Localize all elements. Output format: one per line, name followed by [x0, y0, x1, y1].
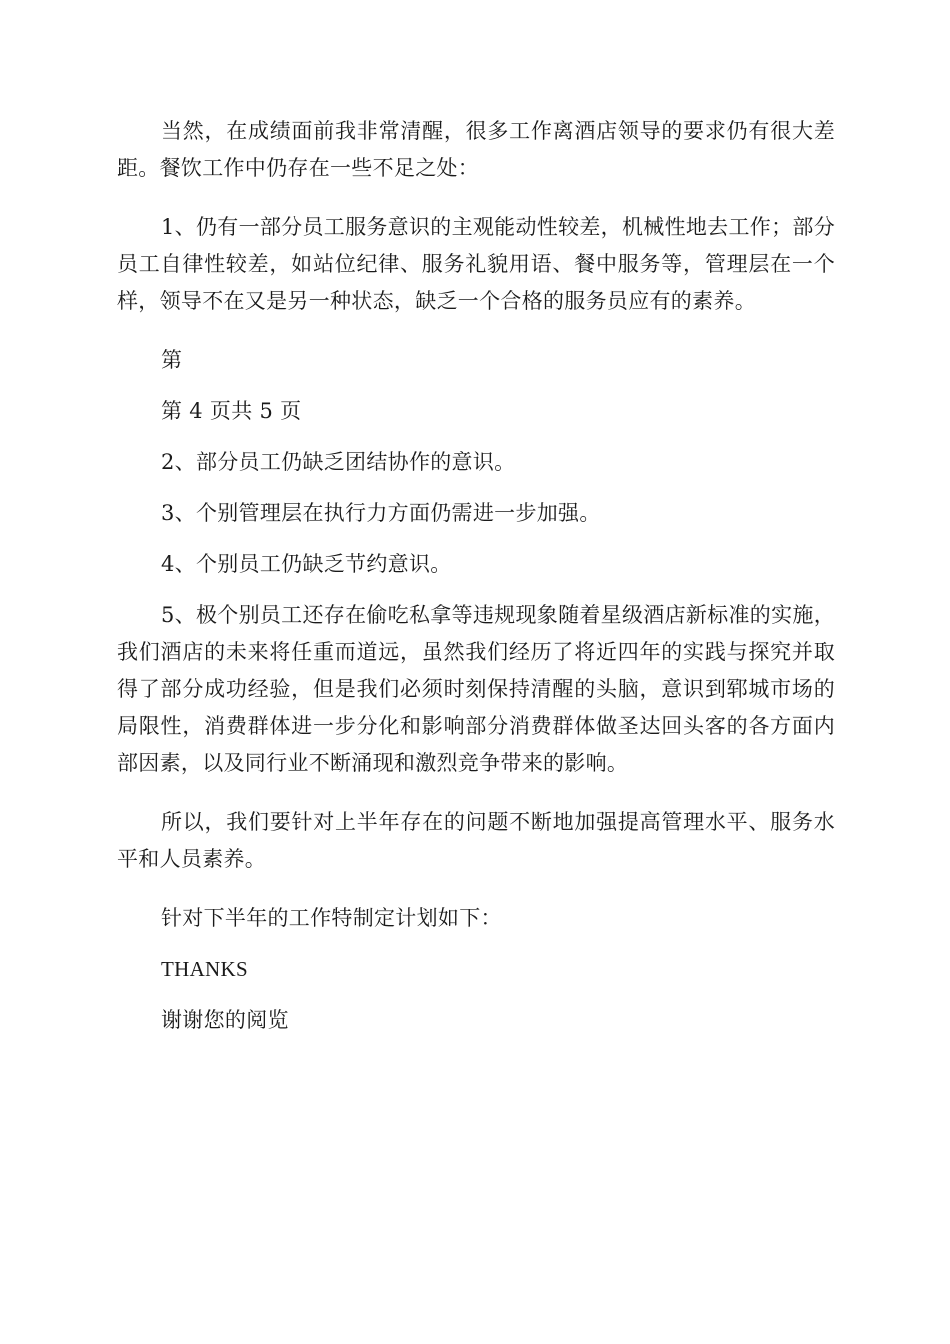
paragraph-item-3: 3、个别管理层在执行力方面仍需进一步加强。: [161, 501, 601, 525]
paragraph-fragment: 第: [161, 348, 183, 372]
paragraph-item-2: 2、部分员工仍缺乏团结协作的意识。: [161, 450, 516, 474]
paragraph-plan-heading: 针对下半年的工作特制定计划如下：: [161, 906, 502, 930]
paragraph-conclusion: 所以，我们要针对上半年存在的问题不断地加强提高管理水平、服务水平和人员素养。: [117, 810, 835, 871]
paragraph-item-1: 1、仍有一部分员工服务意识的主观能动性较差，机械性地去工作；部分员工自律性较差，如站位纪律、服务礼貌用语、餐中服务等，管理层在一个样，领导不在又是另一种状态，缺乏一个合格的服务员应有的素养。: [117, 215, 835, 313]
thanks-chinese-text: 谢谢您的阅览: [161, 1008, 289, 1032]
paragraph-item-4: 4、个别员工仍缺乏节约意识。: [161, 552, 452, 576]
thanks-text: THANKS: [161, 957, 248, 981]
document-page: [117, 113, 835, 1039]
paragraph-shortcomings-intro: 当然，在成绩面前我非常清醒，很多工作离酒店领导的要求仍有很大差距。餐饮工作中仍存在一些不足之处：: [117, 119, 835, 180]
paragraph-item-5: 5、极个别员工还存在偷吃私拿等违规现象随着星级酒店新标准的实施，我们酒店的未来将任重而道远，虽然我们经历了将近四年的实践与探究并取得了部分成功经验，但是我们必须时刻保持清醒的头脑，意识到郓城市场的局限性，消费群体进一步分化和影响部分消费群体做圣达回头客的各方面内部因素，以及同行业不断涌现和激烈竞争带来的影响。: [117, 603, 835, 775]
page-number-footer: 第 4 页共 5 页: [161, 399, 302, 423]
